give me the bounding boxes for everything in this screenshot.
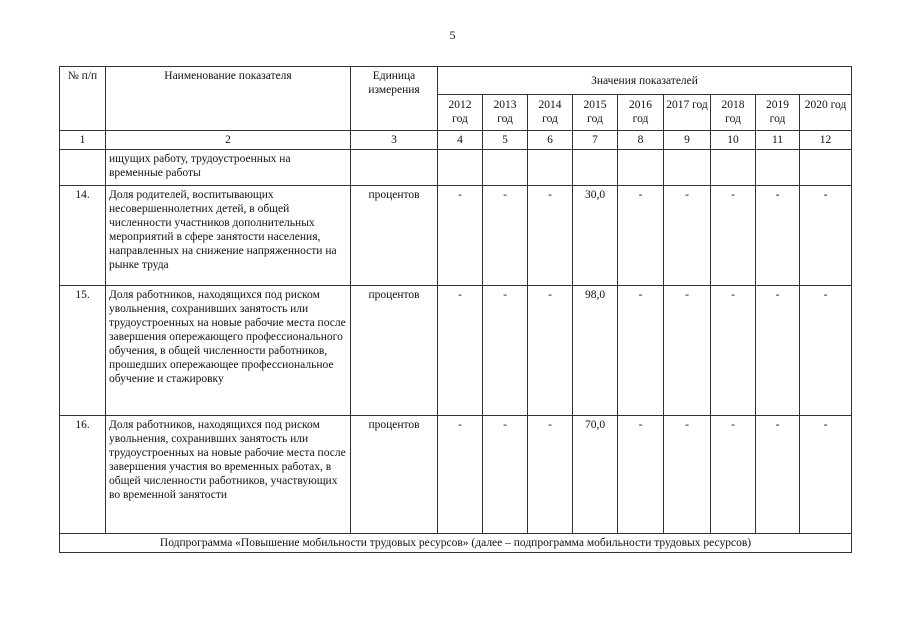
table-row [60,186,852,286]
value-cell [618,150,664,186]
unit-cell: процентов [351,186,438,286]
subprogram-row [60,534,852,553]
value-cell [800,150,852,186]
value-cell: 98,0 [573,286,618,416]
value-cell [573,150,618,186]
value-cell: - [483,286,528,416]
value-cell: - [438,186,483,286]
indicators-table [59,66,852,553]
value-cell: - [528,186,573,286]
header-year: 2013 год [483,95,528,131]
value-cell: - [438,416,483,534]
value-cell: - [756,286,800,416]
unit-cell: процентов [351,416,438,534]
column-number: 4 [438,131,483,150]
table-row [60,286,852,416]
unit-cell [351,150,438,186]
value-cell: - [618,416,664,534]
header-year: 2020 год [800,95,852,131]
value-cell [528,150,573,186]
header-year: 2014 год [528,95,573,131]
column-number: 10 [711,131,756,150]
row-number [60,150,106,186]
value-cell: - [800,416,852,534]
value-cell [756,150,800,186]
value-cell: - [438,286,483,416]
row-number: 16. [60,416,106,534]
value-cell: 70,0 [573,416,618,534]
header-values: Значения показателей [438,67,852,95]
indicator-name: ищущих работу, трудоустроенных на временные работы [106,150,351,186]
value-cell: - [664,186,711,286]
column-number: 6 [528,131,573,150]
value-cell: - [756,416,800,534]
value-cell: - [618,186,664,286]
value-cell: 30,0 [573,186,618,286]
page-number: 5 [449,28,456,42]
value-cell: - [711,416,756,534]
header-year: 2015 год [573,95,618,131]
header-year: 2018 год [711,95,756,131]
column-number: 5 [483,131,528,150]
value-cell [711,150,756,186]
table-row [60,150,852,186]
column-number: 12 [800,131,852,150]
column-number: 9 [664,131,711,150]
value-cell: - [711,286,756,416]
header-num: № п/п [60,67,106,131]
column-number: 11 [756,131,800,150]
value-cell: - [756,186,800,286]
value-cell [483,150,528,186]
value-cell: - [664,416,711,534]
header-year: 2012 год [438,95,483,131]
value-cell [664,150,711,186]
value-cell [438,150,483,186]
subprogram-title: Подпрограмма «Повышение мобильности трудовых ресурсов» (далее – подпрограмма мобильности трудовых ресурсов) [60,534,852,553]
indicator-name: Доля работников, находящихся под риском увольнения, сохранивших занятость или трудоустроенных на новые рабочие места после завершения опережающего профессионального обучения, в общей численности работников, прошедших опережающее профессиональное обучение и стажировку [106,286,351,416]
value-cell: - [528,286,573,416]
value-cell: - [528,416,573,534]
row-number: 14. [60,186,106,286]
indicator-name: Доля работников, находящихся под риском увольнения, сохранивших занятость или трудоустроенных на новые рабочие места после завершения участия во временных работах, в общей численности работников, участвующих во временной занятости [106,416,351,534]
table-row [60,416,852,534]
column-number: 3 [351,131,438,150]
header-name: Наименование показателя [106,67,351,131]
indicator-name: Доля родителей, воспитывающих несовершеннолетних детей, в общей численности участников дополнительных мероприятий в сфере занятости населения, направленных на снижение напряженности на рынке труда [106,186,351,286]
value-cell: - [618,286,664,416]
header-unit: Единица измерения [351,67,438,131]
header-year: 2017 год [664,95,711,131]
column-number: 1 [60,131,106,150]
header-year: 2019 год [756,95,800,131]
value-cell: - [483,186,528,286]
column-number: 8 [618,131,664,150]
value-cell: - [800,186,852,286]
row-number: 15. [60,286,106,416]
unit-cell: процентов [351,286,438,416]
header-year: 2016 год [618,95,664,131]
column-number: 2 [106,131,351,150]
value-cell: - [711,186,756,286]
value-cell: - [800,286,852,416]
value-cell: - [483,416,528,534]
value-cell: - [664,286,711,416]
column-number: 7 [573,131,618,150]
